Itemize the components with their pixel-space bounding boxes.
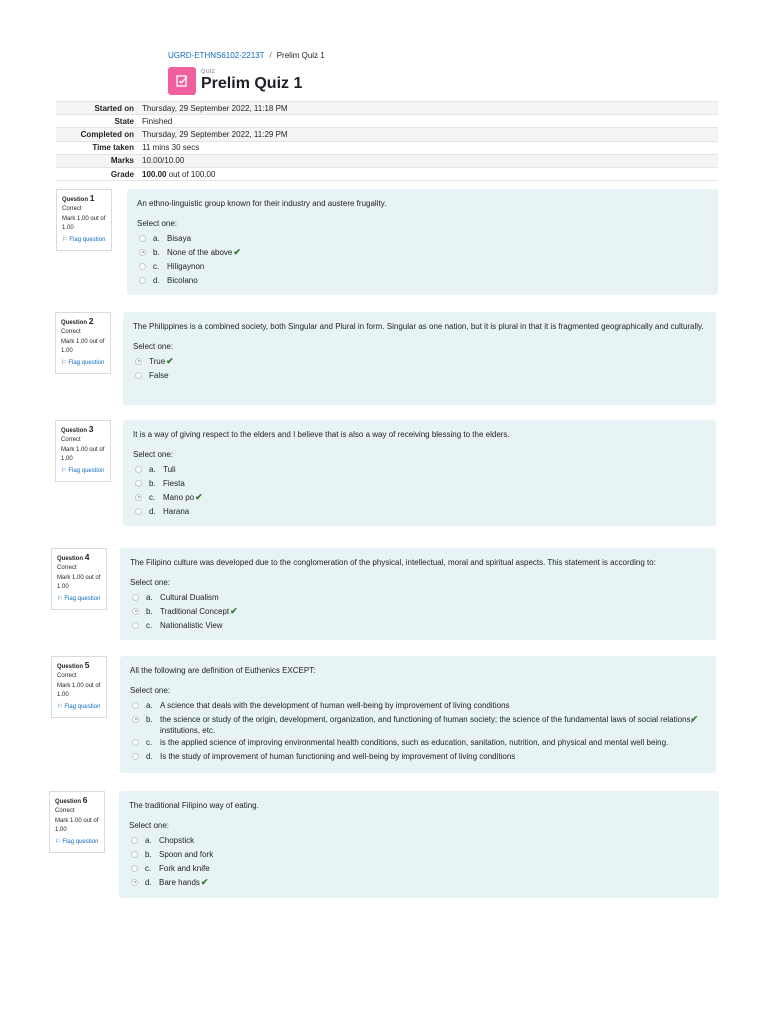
option-letter: c. bbox=[149, 492, 156, 502]
option-text: is the applied science of improving environmental health conditions, such as education, sanitation, nutrition, and physical and mental well being. bbox=[160, 738, 669, 747]
summary-value: Thursday, 29 September 2022, 11:18 PM bbox=[142, 103, 288, 113]
answer-list bbox=[133, 462, 706, 518]
answer-option[interactable] bbox=[130, 604, 706, 618]
flag-question-link[interactable] bbox=[55, 838, 100, 847]
question-info bbox=[51, 548, 107, 610]
radio-button[interactable] bbox=[132, 594, 139, 601]
radio-button[interactable] bbox=[131, 879, 138, 886]
option-text: Nationalistic View bbox=[160, 620, 223, 630]
summary-value: 10.00/10.00 bbox=[142, 156, 185, 166]
correct-check-icon: ✔ bbox=[233, 246, 241, 257]
answer-list bbox=[129, 833, 709, 889]
correct-check-icon: ✔ bbox=[200, 876, 209, 887]
option-text: Hiligaynon bbox=[167, 261, 205, 271]
flag-question-label: Flag question bbox=[64, 704, 101, 711]
question-state: Correct bbox=[55, 807, 75, 814]
question-number: 6 bbox=[82, 795, 88, 805]
radio-button[interactable] bbox=[139, 277, 146, 284]
answer-option[interactable] bbox=[137, 273, 708, 287]
radio-button[interactable] bbox=[135, 508, 142, 515]
answer-option[interactable] bbox=[133, 504, 706, 518]
question-state: Correct bbox=[62, 205, 82, 212]
grade-out-of: out of 100.00 bbox=[166, 169, 216, 179]
question-number: 5 bbox=[84, 660, 90, 670]
summary-label: Time taken bbox=[92, 143, 134, 153]
question-grade: Mark 1.00 out of 1.00 bbox=[55, 818, 99, 833]
question-state: Correct bbox=[61, 436, 81, 443]
question-state: Correct bbox=[57, 564, 77, 571]
answer-option[interactable] bbox=[133, 368, 706, 382]
answer-option[interactable] bbox=[129, 875, 709, 889]
question-number: 1 bbox=[89, 193, 95, 203]
radio-button[interactable] bbox=[135, 494, 142, 501]
option-letter: a. bbox=[145, 835, 152, 845]
select-one-prompt: Select one: bbox=[130, 578, 171, 587]
option-text: Bare hands bbox=[159, 877, 200, 887]
option-letter: a. bbox=[153, 233, 160, 243]
breadcrumb-separator: / bbox=[269, 51, 272, 60]
flag-icon: ⚐ bbox=[61, 468, 67, 475]
question-text: An ethno-linguistic group known for their industry and austere frugality. bbox=[137, 199, 387, 208]
option-text: Bisaya bbox=[167, 233, 192, 243]
radio-button[interactable] bbox=[132, 608, 139, 615]
option-letter: b. bbox=[153, 247, 160, 257]
flag-icon: ⚐ bbox=[61, 360, 67, 367]
answer-option[interactable] bbox=[130, 736, 706, 750]
question-label: Question bbox=[57, 556, 84, 562]
summary-value: Thursday, 29 September 2022, 11:29 PM bbox=[142, 129, 288, 139]
summary-row-grade bbox=[56, 167, 718, 180]
attempt-summary-table bbox=[56, 101, 718, 181]
flag-icon: ⚐ bbox=[57, 704, 63, 711]
answer-option[interactable] bbox=[133, 462, 706, 476]
answer-option[interactable] bbox=[133, 354, 706, 368]
question-state: Correct bbox=[57, 672, 77, 679]
option-letter: c. bbox=[146, 620, 153, 630]
question-text: The Philippines is a combined society, both Singular and Plural in form. Singular as one nation, but it is plural in that it is fragmented geographically and culturally. bbox=[133, 322, 704, 331]
option-letter: d. bbox=[153, 275, 160, 285]
question-label: Question bbox=[61, 320, 88, 326]
flag-question-label: Flag question bbox=[68, 360, 105, 367]
question-number: 2 bbox=[88, 316, 94, 326]
option-text: Tuli bbox=[163, 464, 176, 474]
answer-option[interactable] bbox=[130, 698, 706, 712]
summary-label: Completed on bbox=[80, 129, 134, 139]
answer-option[interactable] bbox=[129, 847, 709, 861]
radio-button[interactable] bbox=[132, 622, 139, 629]
summary-row-started bbox=[56, 102, 718, 115]
question-number: 4 bbox=[84, 552, 90, 562]
flag-question-link[interactable] bbox=[62, 236, 107, 245]
flag-question-link[interactable] bbox=[57, 595, 102, 604]
summary-label: Grade bbox=[110, 169, 134, 179]
option-letter: a. bbox=[149, 464, 156, 474]
question-info bbox=[55, 420, 111, 482]
activity-type-label: QUIZ bbox=[201, 69, 216, 75]
page-title: Prelim Quiz 1 bbox=[201, 75, 303, 92]
answer-list bbox=[137, 231, 708, 287]
option-text: True bbox=[149, 356, 166, 366]
option-letter: b. bbox=[146, 714, 153, 724]
option-text: Fork and knife bbox=[159, 863, 210, 873]
summary-row-completed bbox=[56, 128, 718, 141]
question-text: The traditional Filipino way of eating. bbox=[129, 801, 259, 810]
question-label: Question bbox=[62, 197, 89, 203]
select-one-prompt: Select one: bbox=[133, 450, 174, 459]
select-one-prompt: Select one: bbox=[130, 686, 171, 695]
quiz-icon bbox=[168, 67, 196, 95]
summary-label: State bbox=[114, 116, 134, 126]
option-letter: b. bbox=[149, 478, 156, 488]
question-text: It is a way of giving respect to the elders and I believe that is also a way of receiving blessing to the elders. bbox=[133, 430, 510, 439]
radio-button[interactable] bbox=[132, 702, 139, 709]
question-grade: Mark 1.00 out of 1.00 bbox=[62, 216, 106, 231]
summary-row-marks bbox=[56, 154, 718, 167]
question-content bbox=[123, 312, 716, 405]
summary-value: Finished bbox=[142, 116, 173, 126]
question-info bbox=[49, 791, 105, 853]
answer-option[interactable] bbox=[133, 476, 706, 490]
answer-option[interactable] bbox=[130, 712, 706, 736]
radio-button[interactable] bbox=[132, 716, 139, 723]
summary-label: Marks bbox=[110, 156, 134, 166]
flag-question-label: Flag question bbox=[69, 237, 106, 244]
summary-row-time-taken bbox=[56, 141, 718, 154]
question-label: Question bbox=[57, 664, 84, 670]
question-number: 3 bbox=[88, 424, 94, 434]
option-text: the science or study of the origin, development, organization, and functioning of human society; the science of the fundamental laws of social relations, institutions, etc. bbox=[160, 714, 693, 735]
question-info bbox=[55, 312, 111, 374]
radio-button[interactable] bbox=[131, 851, 138, 858]
option-letter: b. bbox=[146, 606, 153, 616]
select-one-prompt: Select one: bbox=[129, 821, 170, 830]
question-grade: Mark 1.00 out of 1.00 bbox=[57, 575, 101, 590]
question-label: Question bbox=[61, 428, 88, 434]
option-letter: d. bbox=[149, 506, 156, 516]
answer-option[interactable] bbox=[130, 618, 706, 632]
correct-check-icon: ✔ bbox=[166, 355, 174, 366]
answer-option[interactable] bbox=[137, 231, 708, 245]
question-content bbox=[119, 791, 719, 898]
question-content bbox=[120, 548, 716, 640]
radio-button[interactable] bbox=[135, 372, 142, 379]
option-letter: a. bbox=[146, 700, 153, 710]
option-text: A science that deals with the development of human well-being by improvement of living conditions bbox=[160, 700, 510, 710]
answer-list bbox=[133, 354, 706, 382]
option-letter: c. bbox=[146, 738, 153, 747]
answer-list bbox=[130, 590, 706, 632]
correct-check-icon: ✔ bbox=[230, 605, 238, 616]
question-text: All the following are definition of Euthenics EXCEPT: bbox=[130, 666, 316, 675]
option-text: Mano po bbox=[163, 492, 195, 502]
summary-label: Started on bbox=[94, 103, 134, 113]
question-grade: Mark 1.00 out of 1.00 bbox=[61, 447, 105, 462]
question-label: Question bbox=[55, 799, 82, 805]
flag-icon: ⚐ bbox=[57, 596, 63, 603]
option-text: Traditional Concept bbox=[160, 606, 230, 616]
radio-button[interactable] bbox=[135, 358, 142, 365]
option-letter: c. bbox=[145, 863, 152, 873]
select-one-prompt: Select one: bbox=[137, 219, 178, 228]
page-header bbox=[168, 67, 302, 95]
correct-check-icon: ✔ bbox=[690, 713, 698, 724]
radio-button[interactable] bbox=[131, 837, 138, 844]
flag-question-link[interactable] bbox=[57, 703, 102, 712]
option-letter: a. bbox=[146, 592, 153, 602]
radio-button[interactable] bbox=[135, 480, 142, 487]
radio-button[interactable] bbox=[139, 235, 146, 242]
summary-value: 11 mins 30 secs bbox=[142, 143, 200, 153]
flag-question-label: Flag question bbox=[62, 839, 99, 846]
question-grade: Mark 1.00 out of 1.00 bbox=[61, 339, 105, 354]
flag-question-label: Flag question bbox=[64, 596, 101, 603]
option-text: Spoon and fork bbox=[159, 849, 214, 859]
flag-icon: ⚐ bbox=[55, 839, 61, 846]
select-one-prompt: Select one: bbox=[133, 342, 174, 351]
answer-option[interactable] bbox=[130, 750, 706, 764]
question-grade: Mark 1.00 out of 1.00 bbox=[57, 683, 101, 698]
answer-option[interactable] bbox=[133, 490, 706, 504]
flag-question-link[interactable] bbox=[61, 467, 106, 476]
question-state: Correct bbox=[61, 328, 81, 335]
option-letter: d. bbox=[146, 752, 153, 761]
option-text: None of the above bbox=[167, 247, 233, 257]
flag-question-link[interactable] bbox=[61, 359, 106, 368]
radio-button[interactable] bbox=[132, 739, 139, 746]
radio-button[interactable] bbox=[135, 466, 142, 473]
option-letter: c. bbox=[153, 261, 160, 271]
flag-icon: ⚐ bbox=[62, 237, 68, 244]
breadcrumb-current: Prelim Quiz 1 bbox=[276, 51, 325, 60]
option-letter: b. bbox=[145, 849, 152, 859]
option-text: Bicolano bbox=[167, 275, 198, 285]
radio-button[interactable] bbox=[131, 865, 138, 872]
radio-button[interactable] bbox=[132, 753, 139, 760]
breadcrumb-course-link[interactable]: UGRD-ETHNS6102-2213T bbox=[168, 51, 265, 60]
summary-row-state bbox=[56, 115, 718, 128]
radio-button[interactable] bbox=[139, 249, 146, 256]
question-info bbox=[56, 189, 112, 251]
question-content bbox=[127, 189, 718, 295]
flag-question-label: Flag question bbox=[68, 468, 105, 475]
question-text: The Filipino culture was developed due to the conglomeration of the physical, intellectual, moral and spiritual aspects. This statement is according to: bbox=[130, 558, 656, 567]
answer-option[interactable] bbox=[137, 245, 708, 259]
question-content bbox=[120, 656, 716, 773]
option-text: Harana bbox=[163, 506, 190, 516]
option-text: False bbox=[149, 370, 169, 380]
answer-option[interactable] bbox=[129, 861, 709, 875]
answer-option[interactable] bbox=[129, 833, 709, 847]
option-text: Is the study of improvement of human functioning and well-being by improvement of living conditions bbox=[160, 752, 516, 761]
question-info bbox=[51, 656, 107, 718]
radio-button[interactable] bbox=[139, 263, 146, 270]
question-content bbox=[123, 420, 716, 526]
option-letter: d. bbox=[145, 877, 152, 887]
correct-check-icon: ✔ bbox=[195, 491, 203, 502]
answer-option[interactable] bbox=[130, 590, 706, 604]
option-text: Chopstick bbox=[159, 835, 195, 845]
summary-value bbox=[138, 167, 718, 180]
option-text: Fiesta bbox=[163, 478, 185, 488]
breadcrumb bbox=[168, 51, 325, 60]
answer-option[interactable] bbox=[137, 259, 708, 273]
option-text: Cultural Dualism bbox=[160, 592, 219, 602]
answer-list bbox=[130, 698, 706, 764]
grade-value: 100.00 bbox=[142, 169, 167, 179]
